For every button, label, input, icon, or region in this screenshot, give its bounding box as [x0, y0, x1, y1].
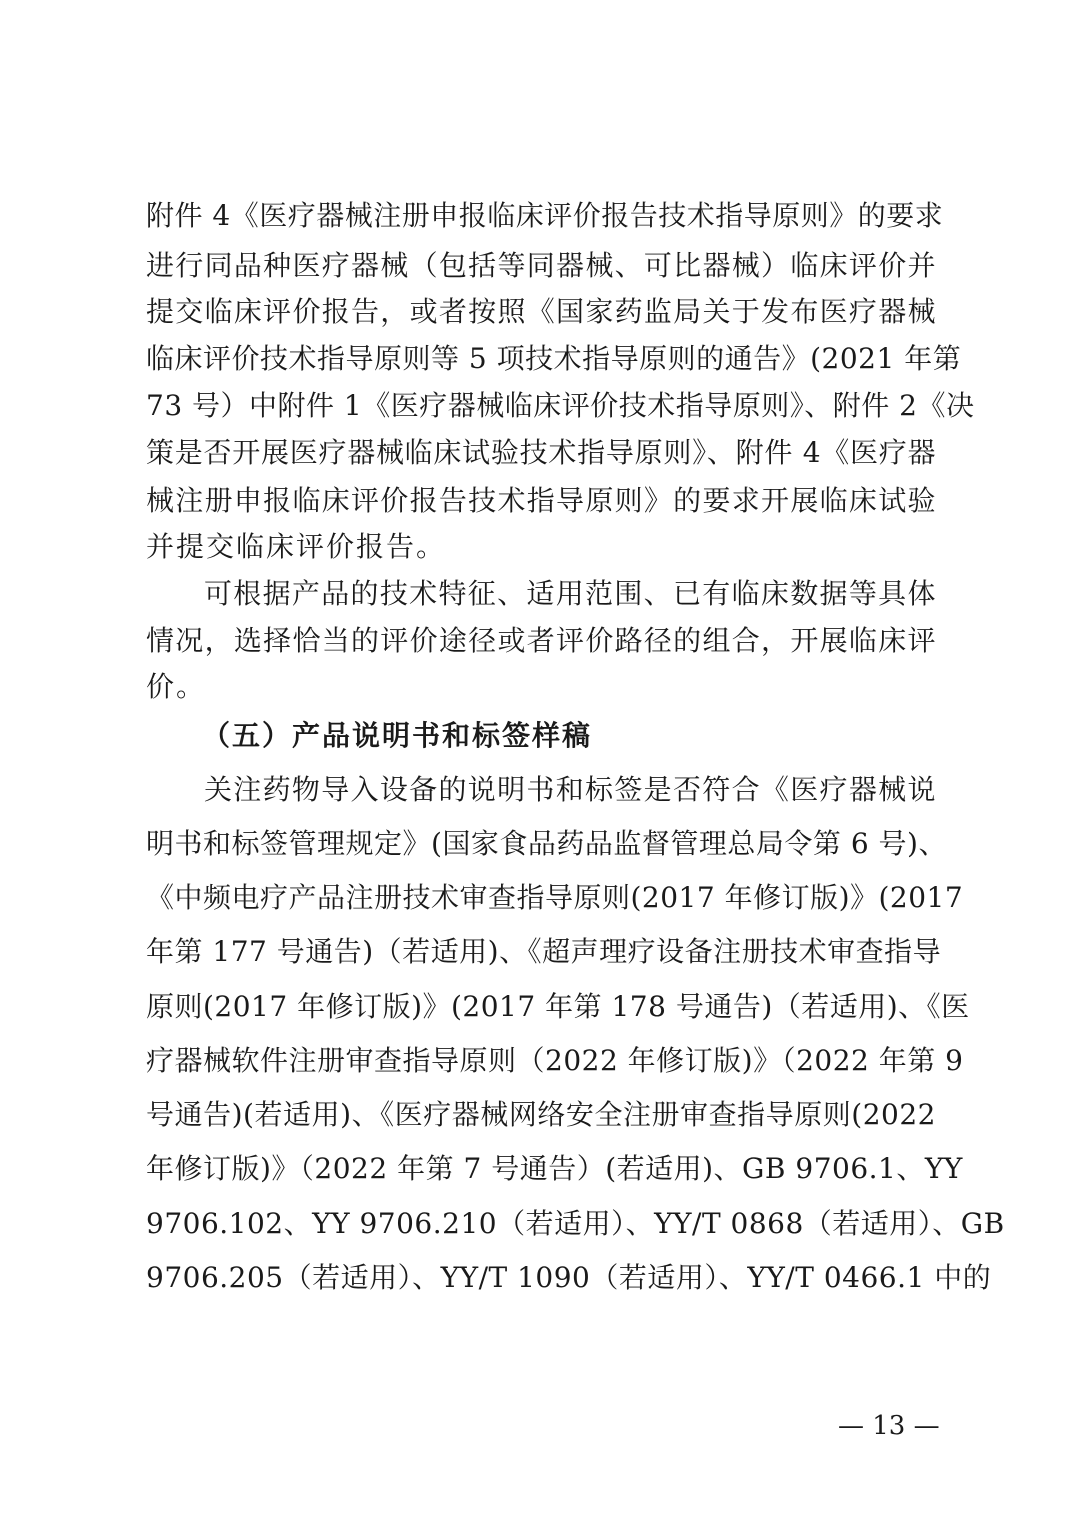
text-line: 9706.205（若适用）、YY/T 1090（若适用）、YY/T 0466.1 中的 — [146, 1261, 992, 1294]
text-line: 临床评价技术指导原则等 5 项技术指导原则的通告》(2021 年第 — [146, 342, 962, 375]
text-line: 附件 4《医疗器械注册申报临床评价报告技术指导原则》的要求 — [146, 199, 944, 232]
paragraph-first-line: 可根据产品的技术特征、适用范围、已有临床数据等具体 — [204, 577, 936, 610]
text-line: 价。 — [146, 670, 207, 703]
text-line: 提交临床评价报告，或者按照《国家药监局关于发布医疗器械 — [146, 295, 936, 328]
paragraph-first-line: 关注药物导入设备的说明书和标签是否符合《医疗器械说 — [204, 773, 936, 806]
text-line: 号通告)(若适用)、《医疗器械网络安全注册审查指导原则(2022 — [146, 1098, 936, 1131]
text-line: 明书和标签管理规定》(国家食品药品监督管理总局令第 6 号)、 — [146, 827, 947, 860]
text-line: 械注册申报临床评价报告技术指导原则》的要求开展临床试验 — [146, 484, 936, 517]
text-line: 原则(2017 年修订版)》(2017 年第 178 号通告)（若适用)、《医 — [146, 990, 970, 1023]
text-line: 年第 177 号通告)（若适用)、《超声理疗设备注册技术审查指导 — [146, 935, 942, 968]
page-number: — 13 — — [838, 1411, 940, 1441]
text-line: 并提交临床评价报告。 — [146, 530, 447, 563]
text-line: 进行同品种医疗器械（包括等同器械、可比器械）临床评价并 — [146, 249, 936, 282]
text-line: 9706.102、YY 9706.210（若适用）、YY/T 0868（若适用）、GB — [146, 1207, 1005, 1240]
text-line: 情况，选择恰当的评价途径或者评价路径的组合，开展临床评 — [146, 624, 936, 657]
text-line: 疗器械软件注册审查指导原则（2022 年修订版)》（2022 年第 9 — [146, 1044, 964, 1077]
text-line: 年修订版)》（2022 年第 7 号通告）(若适用)、GB 9706.1、YY — [146, 1152, 963, 1185]
section-heading: （五）产品说明书和标签样稿 — [202, 719, 593, 752]
text-line: 策是否开展医疗器械临床试验技术指导原则》、附件 4《医疗器 — [146, 436, 936, 469]
text-line: 《中频电疗产品注册技术审查指导原则(2017 年修订版)》(2017 — [146, 881, 964, 914]
text-line: 73 号）中附件 1《医疗器械临床评价技术指导原则》、附件 2《决 — [146, 389, 975, 422]
